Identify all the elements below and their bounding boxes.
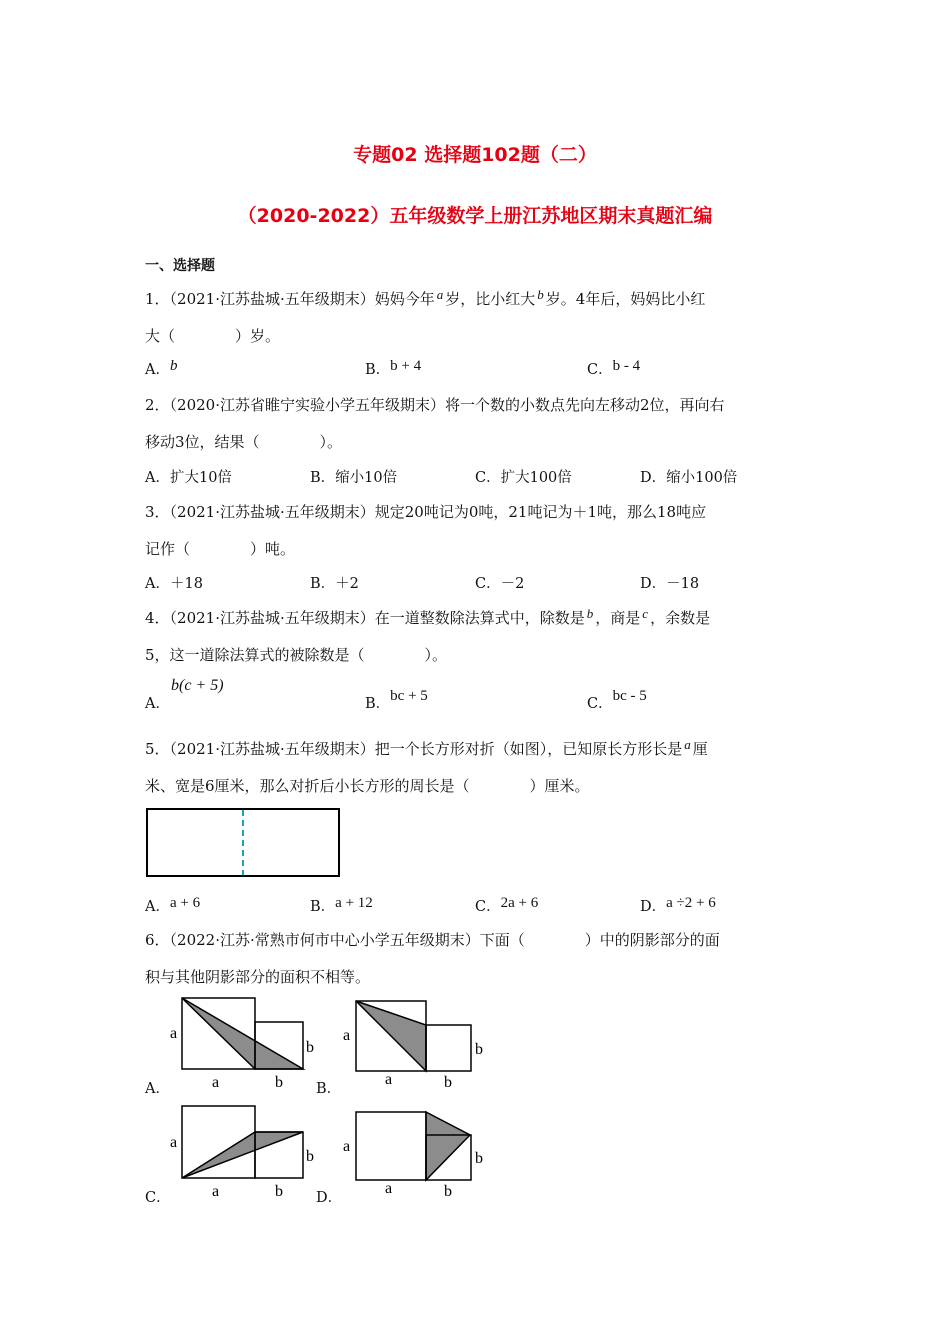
question-6-option-b[interactable]: B． bbox=[316, 1081, 342, 1097]
question-4-line-2: 5，这一道除法算式的被除数是（ ）。 bbox=[145, 646, 448, 664]
question-1-line-2: 大（ ）岁。 bbox=[145, 327, 281, 345]
document-title: 专题02 选择题102题（二） bbox=[353, 144, 597, 166]
q6-figure-a bbox=[170, 998, 314, 1091]
question-6-line-2: 积与其他阴影部分的面积不相等。 bbox=[145, 968, 371, 986]
question-2-option-d[interactable]: D．缩小100倍 bbox=[640, 470, 738, 486]
question-1-option-a[interactable]: A．b bbox=[145, 358, 178, 378]
question-2-line-2: 移动3位，结果（ ）。 bbox=[145, 433, 343, 451]
question-3-option-c[interactable]: C．－2 bbox=[475, 576, 525, 592]
q6-figure-c bbox=[170, 1106, 314, 1200]
document-subtitle: （2020-2022）五年级数学上册江苏地区期末真题汇编 bbox=[237, 205, 713, 227]
question-3-option-d[interactable]: D．－18 bbox=[640, 576, 700, 592]
question-2-option-b[interactable]: B．缩小10倍 bbox=[310, 470, 398, 486]
question-5-option-a[interactable]: A．a + 6 bbox=[145, 895, 201, 915]
question-5-option-b[interactable]: B．a + 12 bbox=[310, 895, 373, 915]
question-6-option-d[interactable]: D． bbox=[316, 1190, 343, 1206]
question-1-option-b[interactable]: B．b + 4 bbox=[365, 358, 422, 378]
question-5-option-d[interactable]: D．a ÷2 + 6 bbox=[640, 895, 716, 915]
figure-c-label-b-bottom: b bbox=[275, 1183, 283, 1200]
figure-c-label-b-side: b bbox=[306, 1148, 314, 1165]
figure-c-label-a-side: a bbox=[170, 1134, 178, 1151]
q6-figure-d bbox=[343, 1112, 483, 1200]
figure-d-label-b-side: b bbox=[475, 1150, 483, 1167]
figure-b-square-b bbox=[426, 1025, 471, 1071]
figure-a-label-b-bottom: b bbox=[275, 1074, 283, 1091]
figure-a-label-a-side: a bbox=[170, 1025, 178, 1042]
question-2-option-c[interactable]: C．扩大100倍 bbox=[475, 470, 572, 486]
figure-c-shaded-triangle bbox=[182, 1132, 303, 1178]
question-4-line-1: 4．（2021·江苏盐城·五年级期末）在一道整数除法算式中，除数是 b ，商是 c ，余数是 bbox=[145, 606, 711, 627]
figure-a-label-b-side: b bbox=[306, 1039, 314, 1056]
figure-d-shaded-triangle bbox=[426, 1112, 470, 1180]
figure-d-label-a-side: a bbox=[343, 1138, 351, 1155]
question-5-option-c[interactable]: C．2a + 6 bbox=[475, 895, 539, 915]
figure-c-label-a-bottom: a bbox=[212, 1183, 220, 1200]
question-3-option-a[interactable]: A．＋18 bbox=[145, 576, 203, 592]
figure-b-label-b-bottom: b bbox=[444, 1074, 452, 1091]
question-3-line-2: 记作（ ）吨。 bbox=[145, 540, 296, 558]
q6-figure-b bbox=[343, 1001, 483, 1091]
question-1-line-1: 1．（2021·江苏盐城·五年级期末）妈妈今年 a 岁，比小红大 b 岁。4年后，妈妈比小红 bbox=[145, 287, 706, 308]
figure-b-shaded-triangle bbox=[356, 1001, 426, 1071]
q5-folded-rectangle bbox=[147, 809, 339, 876]
figure-b-label-b-side: b bbox=[475, 1041, 483, 1058]
figure-b-label-a-side: a bbox=[343, 1027, 351, 1044]
question-6-line-1: 6．（2022·江苏·常熟市何市中心小学五年级期末）下面（ ）中的阴影部分的面 bbox=[145, 931, 720, 949]
question-4-option-b[interactable]: B．bc + 5 bbox=[365, 688, 428, 712]
question-4-option-c[interactable]: C．bc - 5 bbox=[587, 688, 647, 712]
question-6-option-c[interactable]: C． bbox=[145, 1190, 171, 1206]
question-6-option-a[interactable]: A． bbox=[145, 1081, 170, 1097]
section-heading: 一、选择题 bbox=[145, 258, 215, 274]
figure-d-square-a bbox=[356, 1112, 426, 1180]
question-1-option-c[interactable]: C．b - 4 bbox=[587, 358, 641, 378]
question-3-option-b[interactable]: B．＋2 bbox=[310, 576, 359, 592]
figure-a-shaded-triangle bbox=[182, 998, 303, 1069]
figure-d-label-a-bottom: a bbox=[385, 1180, 393, 1197]
figure-b-label-a-bottom: a bbox=[385, 1071, 393, 1088]
question-5-line-2: 米、宽是6厘米，那么对折后小长方形的周长是（ ）厘米。 bbox=[145, 777, 590, 795]
question-2-option-a[interactable]: A．扩大10倍 bbox=[145, 470, 232, 486]
question-3-line-1: 3．（2021·江苏盐城·五年级期末）规定20吨记为0吨，21吨记为＋1吨，那么18吨应 bbox=[145, 503, 707, 521]
figure-a-label-a-bottom: a bbox=[212, 1074, 220, 1091]
question-4-option-a[interactable]: A． b(c + 5) bbox=[145, 677, 224, 712]
figure-d-label-b-bottom: b bbox=[444, 1183, 452, 1200]
question-2-line-1: 2．（2020·江苏省睢宁实验小学五年级期末）将一个数的小数点先向左移动2位，再向右 bbox=[145, 396, 725, 414]
question-5-line-1: 5．（2021·江苏盐城·五年级期末）把一个长方形对折（如图），已知原长方形长是 a 厘 bbox=[145, 737, 708, 758]
